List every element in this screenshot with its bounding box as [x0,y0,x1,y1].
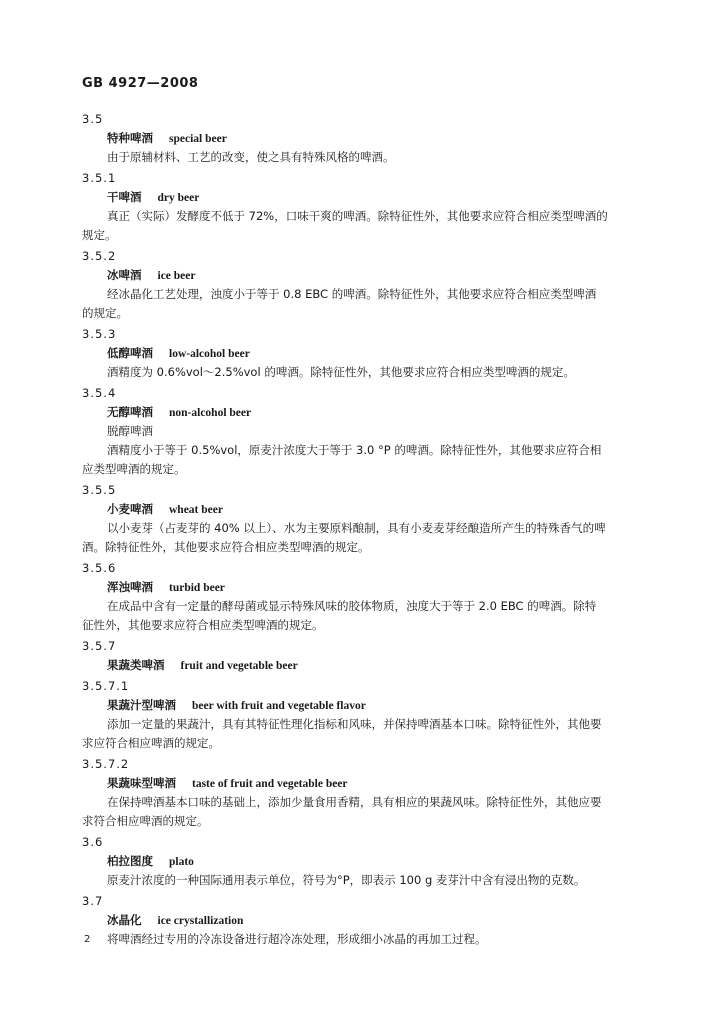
term-chinese: 冰啤酒 [107,268,142,282]
definition-text: 酒精度小于等于 0.5%vol，原麦汁浓度大于等于 3.0 °P 的啤酒。除特征性外，其他要求应符合相 应类型啤酒的规定。 [82,443,602,476]
term-english: low-alcohol beer [169,348,250,360]
term-line [107,129,642,148]
term-english: non-alcohol beer [169,407,252,419]
term-chinese: 干啤酒 [107,190,142,204]
term-chinese: 小麦啤酒 [107,502,153,516]
clause-number: 3.5.1 [82,171,117,185]
alternative-term: 脱醇啤酒 [107,424,153,438]
term-chinese: 柏拉图度 [107,854,153,868]
term-line [107,500,642,519]
term-english: ice crystallization [157,915,244,927]
clause-number: 3.5.7.1 [82,679,130,693]
term-chinese: 果蔬汁型啤酒 [107,698,176,712]
term-line [107,266,642,285]
clause-number: 3.5 [82,112,104,126]
clause-number: 3.5.3 [82,327,117,341]
clause-number: 3.5.2 [82,249,117,263]
definition-text: 由于原辅材料、工艺的改变，使之具有特殊风格的啤酒。 [107,150,395,164]
definition-text: 添加一定量的果蔬汁，具有其特征性理化指标和风味，并保持啤酒基本口味。除特征性外，其他要 求应符合相应啤酒的规定。 [82,717,602,750]
term-english: turbid beer [169,582,225,594]
term-line [107,578,642,597]
definition-text: 在成品中含有一定量的酵母菌或显示特殊风味的胶体物质，浊度大于等于 2.0 EBC 的啤酒。除特 征性外，其他要求应符合相应类型啤酒的规定。 [82,599,597,632]
definition-entry [82,247,642,325]
page-number: 2 [84,934,91,945]
clause-number: 3.5.4 [82,386,117,400]
term-chinese: 低醇啤酒 [107,346,153,360]
definition-text: 真正（实际）发酵度不低于 72%，口味干爽的啤酒。除特征性外，其他要求应符合相应类型啤酒的 规定。 [82,209,608,242]
definition-entry [82,677,642,755]
definition-entry [82,755,642,833]
clause-number: 3.5.7.2 [82,757,130,771]
definition-text: 经冰晶化工艺处理，浊度小于等于 0.8 EBC 的啤酒。除特征性外，其他要求应符合相应类型啤酒 的规定。 [82,287,597,320]
clause-number: 3.6 [82,835,104,849]
definition-text: 将啤酒经过专用的冷冻设备进行超冷冻处理，形成细小冰晶的再加工过程。 [107,932,487,946]
clause-number: 3.5.6 [82,561,117,575]
term-line [107,774,642,793]
term-chinese: 无醇啤酒 [107,405,153,419]
term-english: wheat beer [169,504,223,516]
term-english: fruit and vegetable beer [180,660,298,672]
term-chinese: 冰晶化 [107,913,142,927]
term-english: ice beer [157,270,196,282]
definition-entry [82,559,642,637]
definition-entry [82,892,642,951]
definitions-list [82,110,642,951]
term-chinese: 特种啤酒 [107,131,153,145]
term-chinese: 浑浊啤酒 [107,580,153,594]
term-chinese: 果蔬味型啤酒 [107,776,176,790]
clause-number: 3.5.7 [82,639,117,653]
definition-text: 原麦汁浓度的一种国际通用表示单位，符号为°P，即表示 100 g 麦芽汁中含有浸出物的克数。 [107,873,586,887]
definition-entry [82,325,642,384]
term-english: beer with fruit and vegetable flavor [192,700,366,712]
definition-entry [82,384,642,481]
term-chinese: 果蔬类啤酒 [107,658,165,672]
definition-text: 酒精度为 0.6%vol～2.5%vol 的啤酒。除特征性外，其他要求应符合相应类型啤酒的规定。 [107,365,575,379]
clause-number: 3.5.5 [82,483,117,497]
term-english: dry beer [157,192,200,204]
standard-code-header: GB 4927—2008 [82,76,199,91]
term-line [107,696,642,715]
definition-entry [82,169,642,247]
clause-number: 3.7 [82,894,104,908]
definition-entry [82,637,642,677]
definition-text: 在保持啤酒基本口味的基础上，添加少量食用香精，具有相应的果蔬风味。除特征性外，其他应要 求符合相应啤酒的规定。 [82,795,602,828]
term-line [107,852,642,871]
term-line [107,344,642,363]
term-line [107,188,642,207]
definition-entry [82,481,642,559]
term-line [107,403,642,422]
term-line [107,911,642,930]
term-english: taste of fruit and vegetable beer [192,778,348,790]
definition-entry [82,833,642,892]
term-english: plato [169,856,194,868]
term-english: special beer [169,133,227,145]
definition-entry [82,110,642,169]
definition-text: 以小麦芽（占麦芽的 40% 以上）、水为主要原料酿制，具有小麦麦芽经酿造所产生的特殊香气的啤 酒。除特征性外，其他要求应符合相应类型啤酒的规定。 [82,521,606,554]
term-line [107,656,642,675]
